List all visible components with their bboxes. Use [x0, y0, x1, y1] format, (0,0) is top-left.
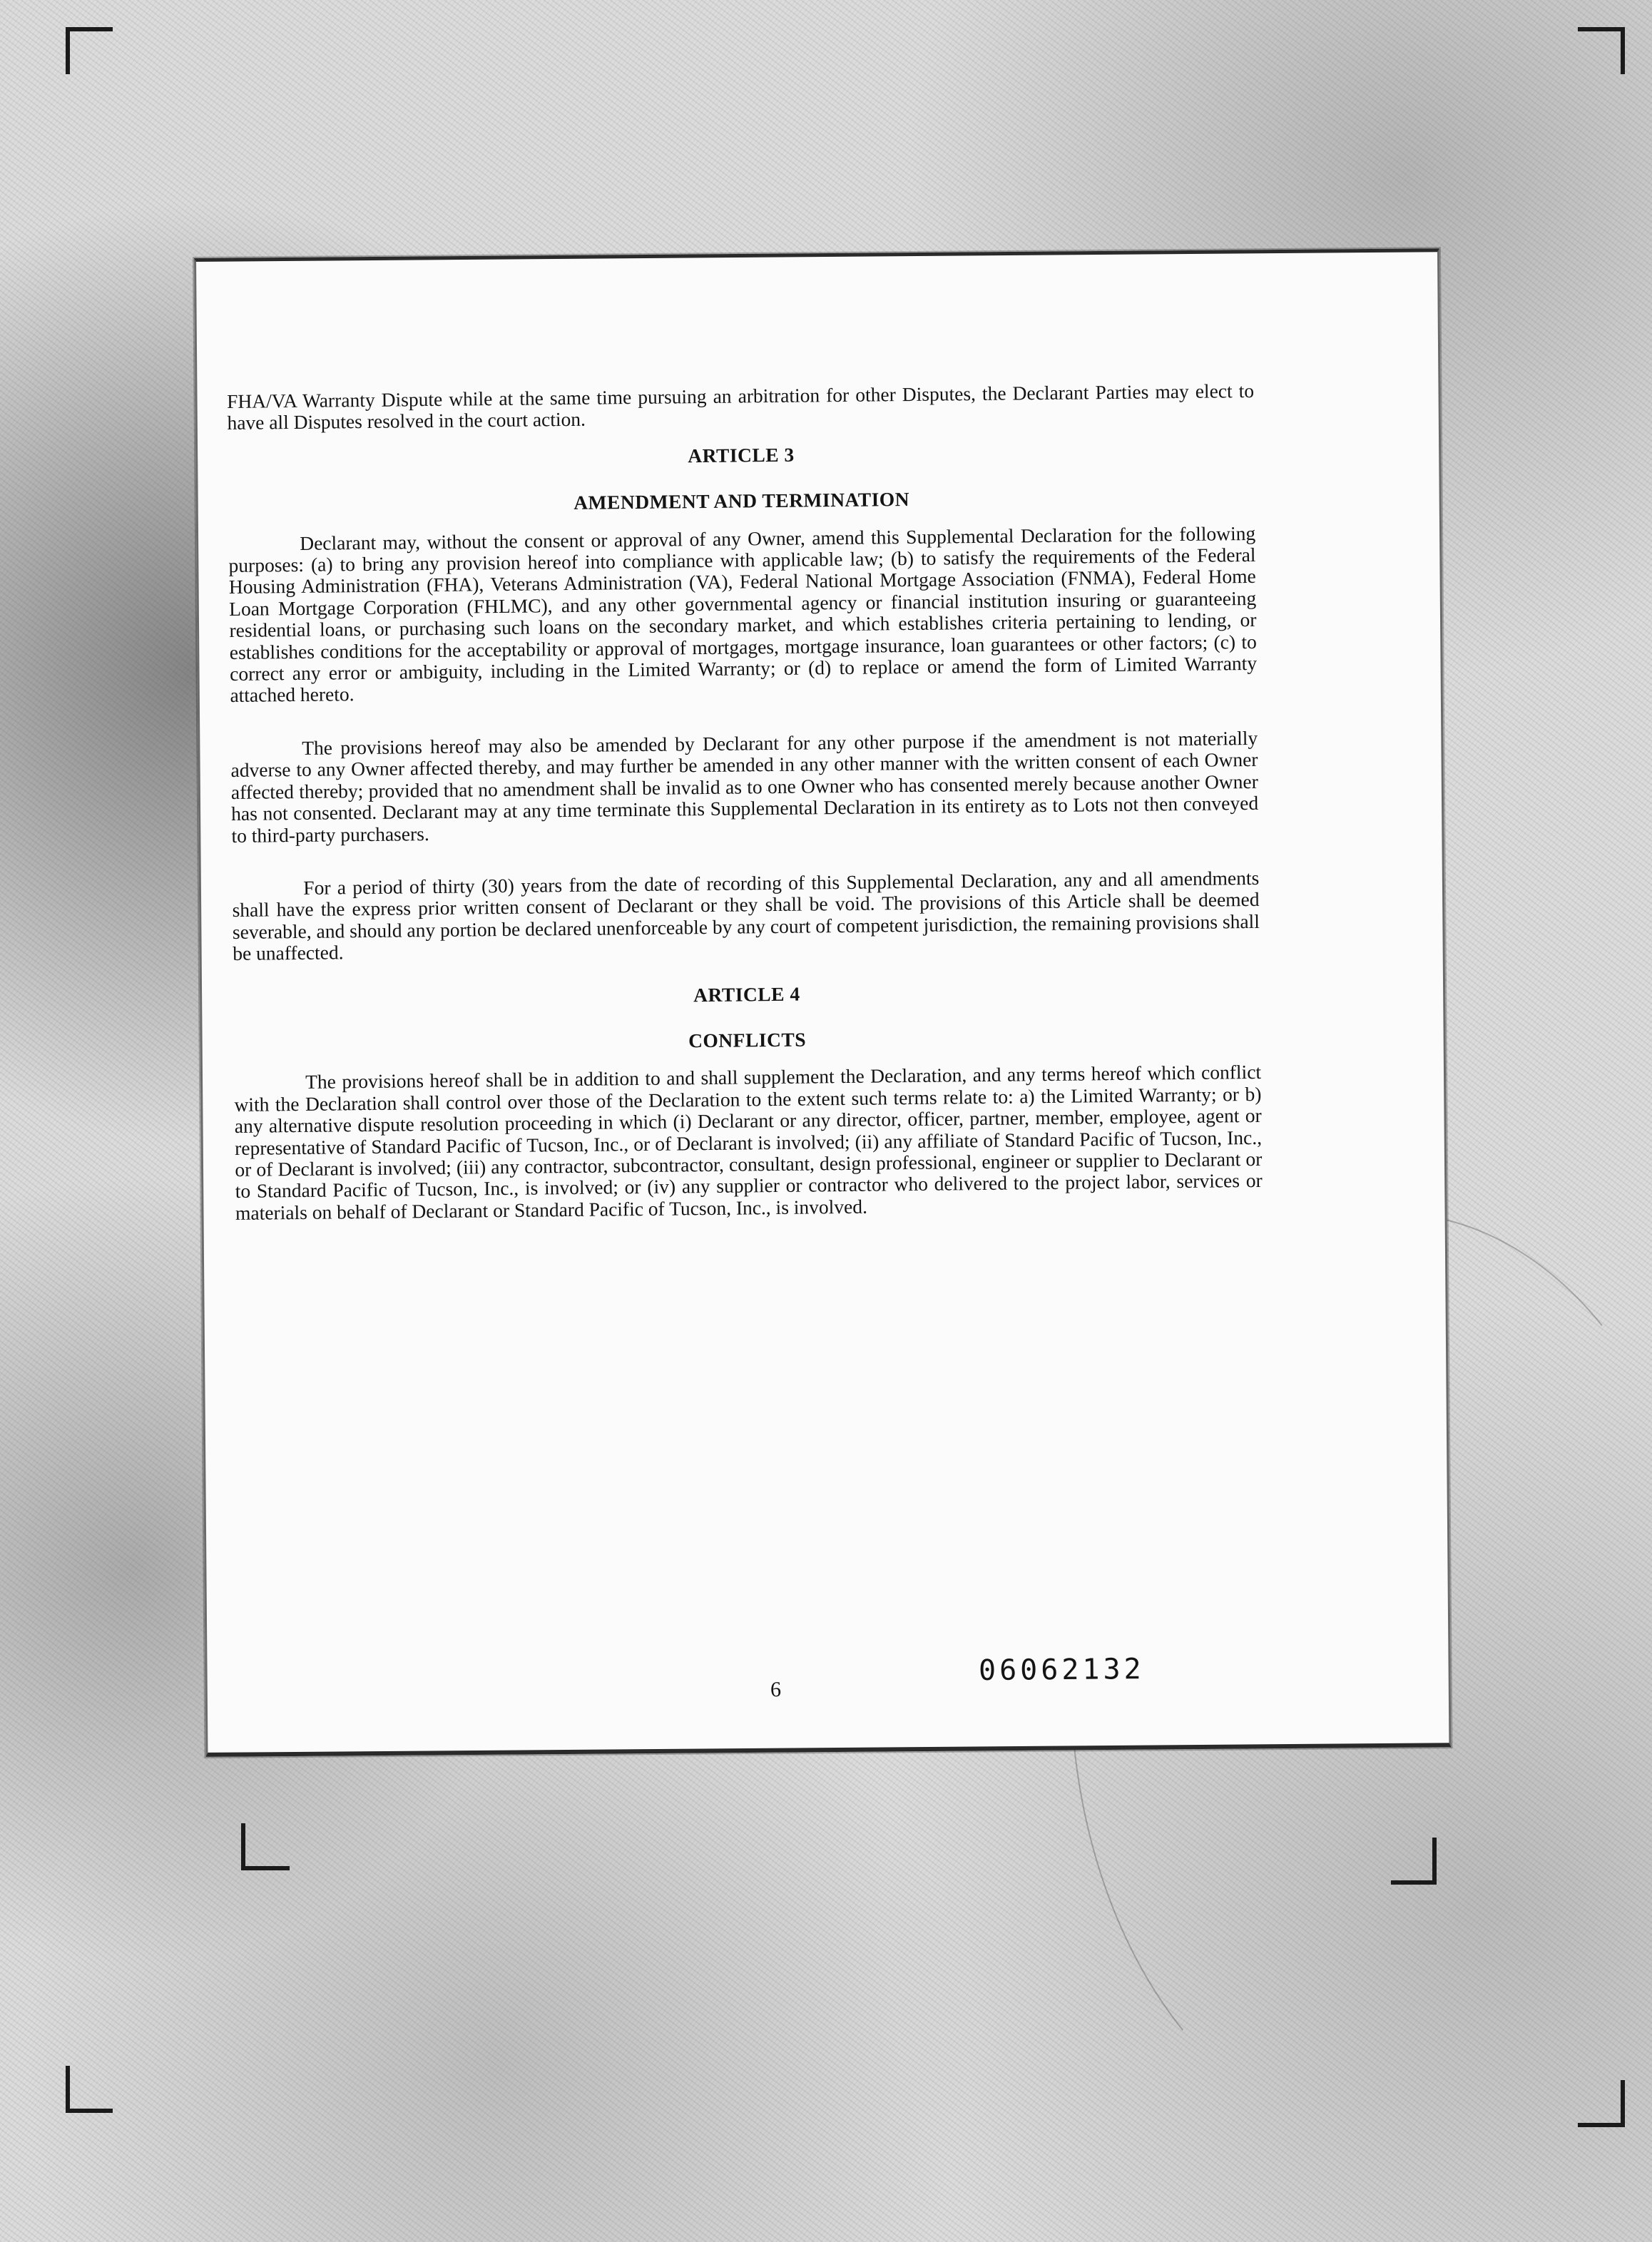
- corner-mark-top-left: [66, 27, 113, 74]
- document-body: [227, 380, 1263, 1224]
- corner-mark-top-right: [1578, 27, 1625, 74]
- article-3-paragraph-3: For a period of thirty (30) years from the date of recording of this Supplemental Declaration, any and all amendments shall have the express prior written consent of Declarant or they shall be void. The provisions of this Article shall be deemed severable, and should any portion be declared unenforceable by any court of competent jurisdiction, the remaining provisions shall be unaffected.: [232, 866, 1260, 965]
- corner-mark-bottom-right: [1578, 2080, 1625, 2127]
- page-number: 6: [770, 1677, 782, 1702]
- inner-corner-mark-bottom-left: [241, 1823, 290, 1870]
- article-3-title: AMENDMENT AND TERMINATION: [573, 488, 910, 514]
- recording-number: 06062132: [978, 1652, 1145, 1688]
- corner-mark-bottom-left: [66, 2066, 113, 2113]
- article-3-paragraph-1: Declarant may, without the consent or approval of any Owner, amend this Supplemental Declaration for the following purposes: (a) to bring any provision hereof into compliance with applicable law; (b) to satisfy the requirements of the Federal Housing Administration (FHA), Veterans Administration (VA), Federal National Mortgage Association (FNMA), Federal Home Loan Mortgage Corporation (FHLMC), and any other governmental agency or financial institution insuring or guaranteeing residential loans, or purchasing such loans on the secondary market, and which establishes criteria pertaining to lending, or establishes conditions for the acceptability or approval of mortgages, mortgage insurance, loan guarantees or other factors; (c) to correct any error or ambiguity, including in the Limited Warranty; or (d) to replace or amend the form of Limited Warranty attached hereto.: [228, 521, 1258, 707]
- article-4-paragraph-1: The provisions hereof shall be in addition to and shall supplement the Declaration, and any terms hereof which conflict with the Declaration shall control over those of the Declaration to the extent such terms relate to: a) the Limited Warranty; or b) any alternative dispute resolution proceeding in which (i) Declarant or any director, officer, partner, member, employee, agent or representative of Standard Pacific of Tucson, Inc., or of Declarant is involved; (ii) any affiliate of Standard Pacific of Tucson, Inc., or of Declarant is involved; (iii) any contractor, subcontractor, consultant, design professional, engineer or supplier to Declarant or to Standard Pacific of Tucson, Inc., is involved; or (iv) any supplier or contractor who delivered to the project labor, services or materials on behalf of Declarant or Standard Pacific of Tucson, Inc., is involved.: [234, 1061, 1263, 1224]
- continuation-paragraph: FHA/VA Warranty Dispute while at the same time pursuing an arbitration for other Disputes, the Declarant Parties may elect to have all Disputes resolved in the court action.: [226, 379, 1255, 434]
- article-3-number: ARTICLE 3: [688, 443, 795, 467]
- article-3-paragraph-2: The provisions hereof may also be amended by Declarant for any other purpose if the amendment is not materially adverse to any Owner affected thereby, and may further be amended in any other manner with the written consent of each Owner affected thereby; provided that no amendment shall be invalid as to one Owner who has consented merely because another Owner has not consented. Declarant may at any time terminate this Supplemental Declaration in its entirety as to Lots not then conveyed to third-party purchasers.: [230, 726, 1259, 847]
- article-4-number: ARTICLE 4: [693, 982, 800, 1006]
- article-4-title: CONFLICTS: [688, 1028, 807, 1052]
